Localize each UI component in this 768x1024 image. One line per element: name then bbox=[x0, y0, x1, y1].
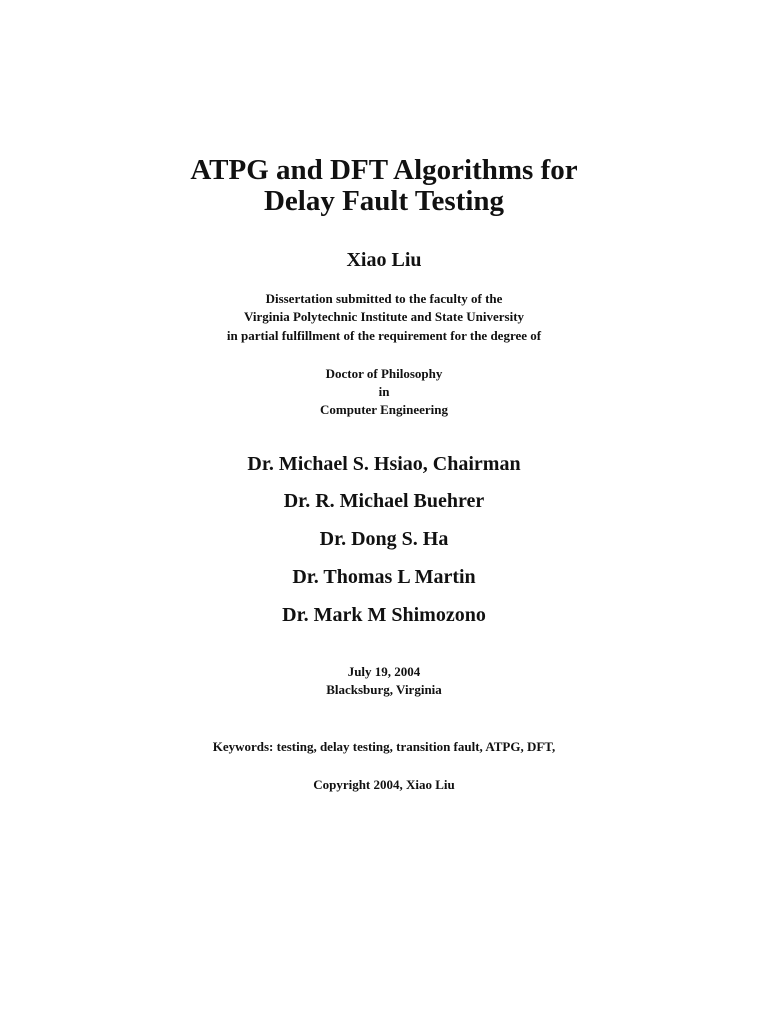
committee-member-5: Dr. Mark M Shimozono bbox=[282, 604, 486, 626]
degree-line-3: Computer Engineering bbox=[320, 402, 448, 417]
degree-line-1: Doctor of Philosophy bbox=[325, 366, 443, 381]
committee-member-2: Dr. R. Michael Buehrer bbox=[283, 490, 485, 512]
committee-member-3: Dr. Dong S. Ha bbox=[319, 528, 449, 550]
keywords: Keywords: testing, delay testing, transition fault, ATPG, DFT, bbox=[212, 739, 556, 754]
committee-member-4: Dr. Thomas L Martin bbox=[292, 566, 476, 588]
date: July 19, 2004 bbox=[347, 664, 421, 679]
title-line-1: ATPG and DFT Algorithms for bbox=[190, 154, 578, 186]
degree-line-2: in bbox=[378, 384, 390, 399]
submission-line-2: Virginia Polytechnic Institute and State University bbox=[243, 309, 525, 324]
title-line-2: Delay Fault Testing bbox=[263, 185, 505, 217]
copyright: Copyright 2004, Xiao Liu bbox=[313, 777, 455, 792]
location: Blacksburg, Virginia bbox=[326, 682, 442, 697]
submission-line-1: Dissertation submitted to the faculty of the bbox=[265, 291, 503, 306]
committee-member-1: Dr. Michael S. Hsiao, Chairman bbox=[247, 453, 521, 475]
submission-line-3: in partial fulfillment of the requirement for the degree of bbox=[226, 328, 542, 343]
author-name: Xiao Liu bbox=[346, 249, 422, 271]
